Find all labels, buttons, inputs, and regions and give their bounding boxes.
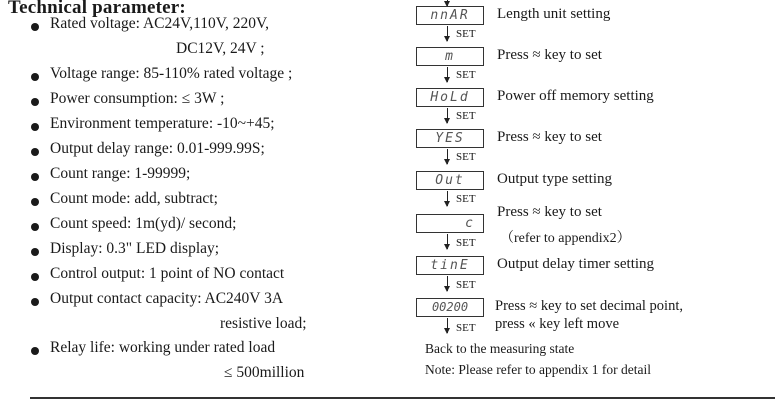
lcd-display-time: tinE bbox=[416, 256, 484, 275]
back-to-measuring: Back to the measuring state bbox=[425, 341, 575, 356]
arrow-down-icon bbox=[447, 108, 448, 123]
arrow-down-icon bbox=[447, 234, 448, 249]
arrow-down-icon bbox=[447, 318, 448, 333]
spec-item: Control output: 1 point of NO contact bbox=[50, 265, 285, 282]
step-desc-output-type: Press ≈ key to set bbox=[497, 204, 602, 220]
divider-line bbox=[30, 397, 775, 399]
bullet-icon bbox=[31, 223, 39, 231]
arrow-down-icon bbox=[447, 276, 448, 291]
set-label: SET bbox=[456, 151, 476, 163]
bullet-icon bbox=[31, 173, 39, 181]
bullet-icon bbox=[31, 123, 39, 131]
step-desc-left-move: press « key left move bbox=[495, 316, 620, 332]
set-label: SET bbox=[456, 28, 476, 40]
spec-item: Display: 0.3" LED display; bbox=[50, 240, 220, 257]
lcd-display-yes: YES bbox=[416, 129, 484, 148]
spec-item: Relay life: working under rated load bbox=[50, 339, 276, 356]
step-desc-out: Output type setting bbox=[497, 171, 612, 187]
arrow-down-icon bbox=[447, 191, 448, 206]
step-desc-yes: Press ≈ key to set bbox=[497, 129, 602, 145]
spec-continuation: DC12V, 24V ; bbox=[176, 40, 265, 57]
set-label: SET bbox=[456, 237, 476, 249]
arrow-down-icon bbox=[447, 67, 448, 82]
set-label: SET bbox=[456, 110, 476, 122]
section-title: Technical parameter: bbox=[8, 0, 186, 18]
step-desc-appendix2: （refer to appendix2） bbox=[500, 231, 631, 246]
bullet-icon bbox=[31, 98, 39, 106]
spec-continuation: ≤ 500million bbox=[224, 364, 305, 381]
step-desc-unit-value: Press ≈ key to set bbox=[497, 47, 602, 63]
set-label: SET bbox=[456, 193, 476, 205]
bullet-icon bbox=[31, 273, 39, 281]
step-desc-length-unit: Length unit setting bbox=[497, 6, 611, 22]
bullet-icon bbox=[31, 73, 39, 81]
lcd-display-output-type: c bbox=[416, 214, 484, 233]
bullet-icon bbox=[31, 248, 39, 256]
lcd-display-delay-value: 00200 bbox=[416, 298, 484, 317]
spec-item: Rated voltage: AC24V,110V, 220V, bbox=[50, 15, 270, 32]
set-label: SET bbox=[456, 322, 476, 334]
lcd-display-length-unit: nnAR bbox=[416, 6, 484, 25]
bullet-icon bbox=[31, 298, 39, 306]
lcd-display-hold: HoLd bbox=[416, 88, 484, 107]
spec-item: Environment temperature: -10~+45; bbox=[50, 115, 275, 132]
set-label: SET bbox=[456, 279, 476, 291]
spec-continuation: resistive load; bbox=[220, 315, 307, 332]
step-desc-time: Output delay timer setting bbox=[497, 256, 655, 272]
lcd-display-unit-value: m bbox=[416, 47, 484, 66]
step-desc-hold: Power off memory setting bbox=[497, 88, 654, 104]
spec-item: Output delay range: 0.01-999.99S; bbox=[50, 140, 265, 157]
bullet-icon bbox=[31, 198, 39, 206]
bullet-icon bbox=[31, 23, 39, 31]
spec-item: Count mode: add, subtract; bbox=[50, 190, 218, 207]
spec-item: Output contact capacity: AC240V 3A bbox=[50, 290, 284, 307]
spec-item: Count range: 1-99999; bbox=[50, 165, 191, 182]
lcd-display-out: Out bbox=[416, 171, 484, 190]
arrow-down-icon bbox=[447, 149, 448, 164]
bullet-icon bbox=[31, 347, 39, 355]
arrow-down-icon bbox=[447, 26, 448, 41]
set-label: SET bbox=[456, 69, 476, 81]
spec-item: Power consumption: ≤ 3W ; bbox=[50, 90, 225, 107]
spec-item: Count speed: 1m(yd)/ second; bbox=[50, 215, 237, 232]
appendix-note: Note: Please refer to appendix 1 for detail bbox=[425, 362, 652, 377]
step-desc-delay-value: Press ≈ key to set decimal point, bbox=[495, 298, 683, 314]
bullet-icon bbox=[31, 148, 39, 156]
spec-item: Voltage range: 85-110% rated voltage ; bbox=[50, 65, 293, 82]
